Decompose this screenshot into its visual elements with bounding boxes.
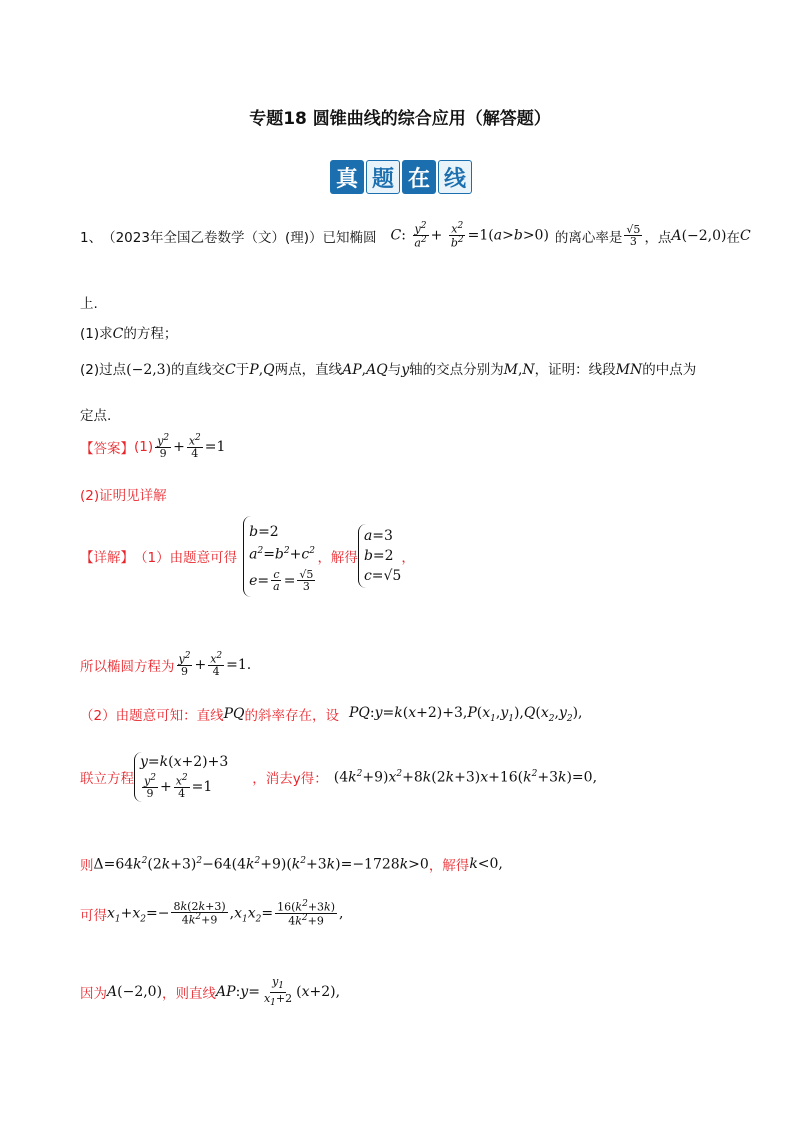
point-a: A(−2,0) <box>671 227 727 244</box>
answer-part-1: 【答案】 (1) $\frac{y^2}{9}$ + $\frac{x^2}{4}$ =1 <box>80 433 226 461</box>
problem-line-2: 上. <box>80 296 98 312</box>
ellipse-result: 所以椭圆方程为 $\frac{y^2}{9}$ + $\frac{x^2}{4}$ =1. <box>80 651 252 679</box>
badge-char: 在 <box>402 160 436 194</box>
zhenti-badge <box>330 160 474 194</box>
detail-step-1: 【详解】 （1）由题意可得 b=2 $a^2=b^2+c^2$ e= $\frac{c}{a}$ = $\frac{√5}{3}$ ，解得 a=3 b=2 c=√5 ， <box>80 516 415 597</box>
system-equations: 联立方程 y=k(x+2)+3 $\frac{y^2}{9}$ + $\frac{x^2}{4}$ =1 ，消去y得： $(4k^2+9)x^2+8k(2k+3)x+16(k^2+3k)=0$, <box>80 754 598 801</box>
page-title: 专题18 圆锥曲线的综合应用（解答题） <box>249 109 551 129</box>
vieta-formulas: 可得 $x_1+x_2=-$ $\frac{8k(2k+3)}{4k^2+9}$ $,x_1x_2=$ $\frac{16(k^2+3k)}{4k^2+9}$ , <box>80 899 344 928</box>
problem-line-last: 定点. <box>80 408 112 424</box>
eccentricity-value: $\frac{√5}{3}$ <box>626 222 641 249</box>
part-2-question: (2)过点(−2,3)的直线交C于P,Q两点，直线AP,AQ与y轴的交点分别为M,N，证明：线段MN的中点为 <box>80 362 697 378</box>
detail-step-2: （2）由题意可知：直线 PQ 的斜率存在，设 $PQ:y=k(x+2)+3,P(x_1,y_1),Q(x_2,y_2)$, <box>80 704 583 724</box>
part-1-question: (1)求C的方程； <box>80 326 178 342</box>
badge-char: 线 <box>438 160 472 194</box>
badge-char: 真 <box>330 160 364 194</box>
problem-number: 1、 <box>80 229 103 246</box>
line-ap: 因为 A(−2,0) ，则直线 AP:y= $\frac{y_1}{x_1+2}$ (x+2), <box>80 975 341 1008</box>
discriminant: 则 $\Delta=64k^2(2k+3)^2-64(4k^2+9)(k^2+3k)=-1728k>0$ ，解得 k<0, <box>80 855 503 874</box>
badge-char: 题 <box>366 160 400 194</box>
problem-line-1: 1、 （2023年全国乙卷数学（文）(理)）已知椭圆 C: $\frac{y^2}{a^2}$ + $\frac{x^2}{b^2}$ =1(a>b>0) 的离心率是 $\frac{√5}{3}$ ，点 A(−2,0) 在 C <box>80 221 751 250</box>
problem-source: （2023年全国乙卷数学（文）(理)）已知椭圆 <box>102 229 377 246</box>
answer-part-2: (2)证明见详解 <box>80 488 167 504</box>
ellipse-equation: C: $\frac{y^2}{a^2}$ + $\frac{x^2}{b^2}$ =1(a>b>0) <box>390 221 549 250</box>
